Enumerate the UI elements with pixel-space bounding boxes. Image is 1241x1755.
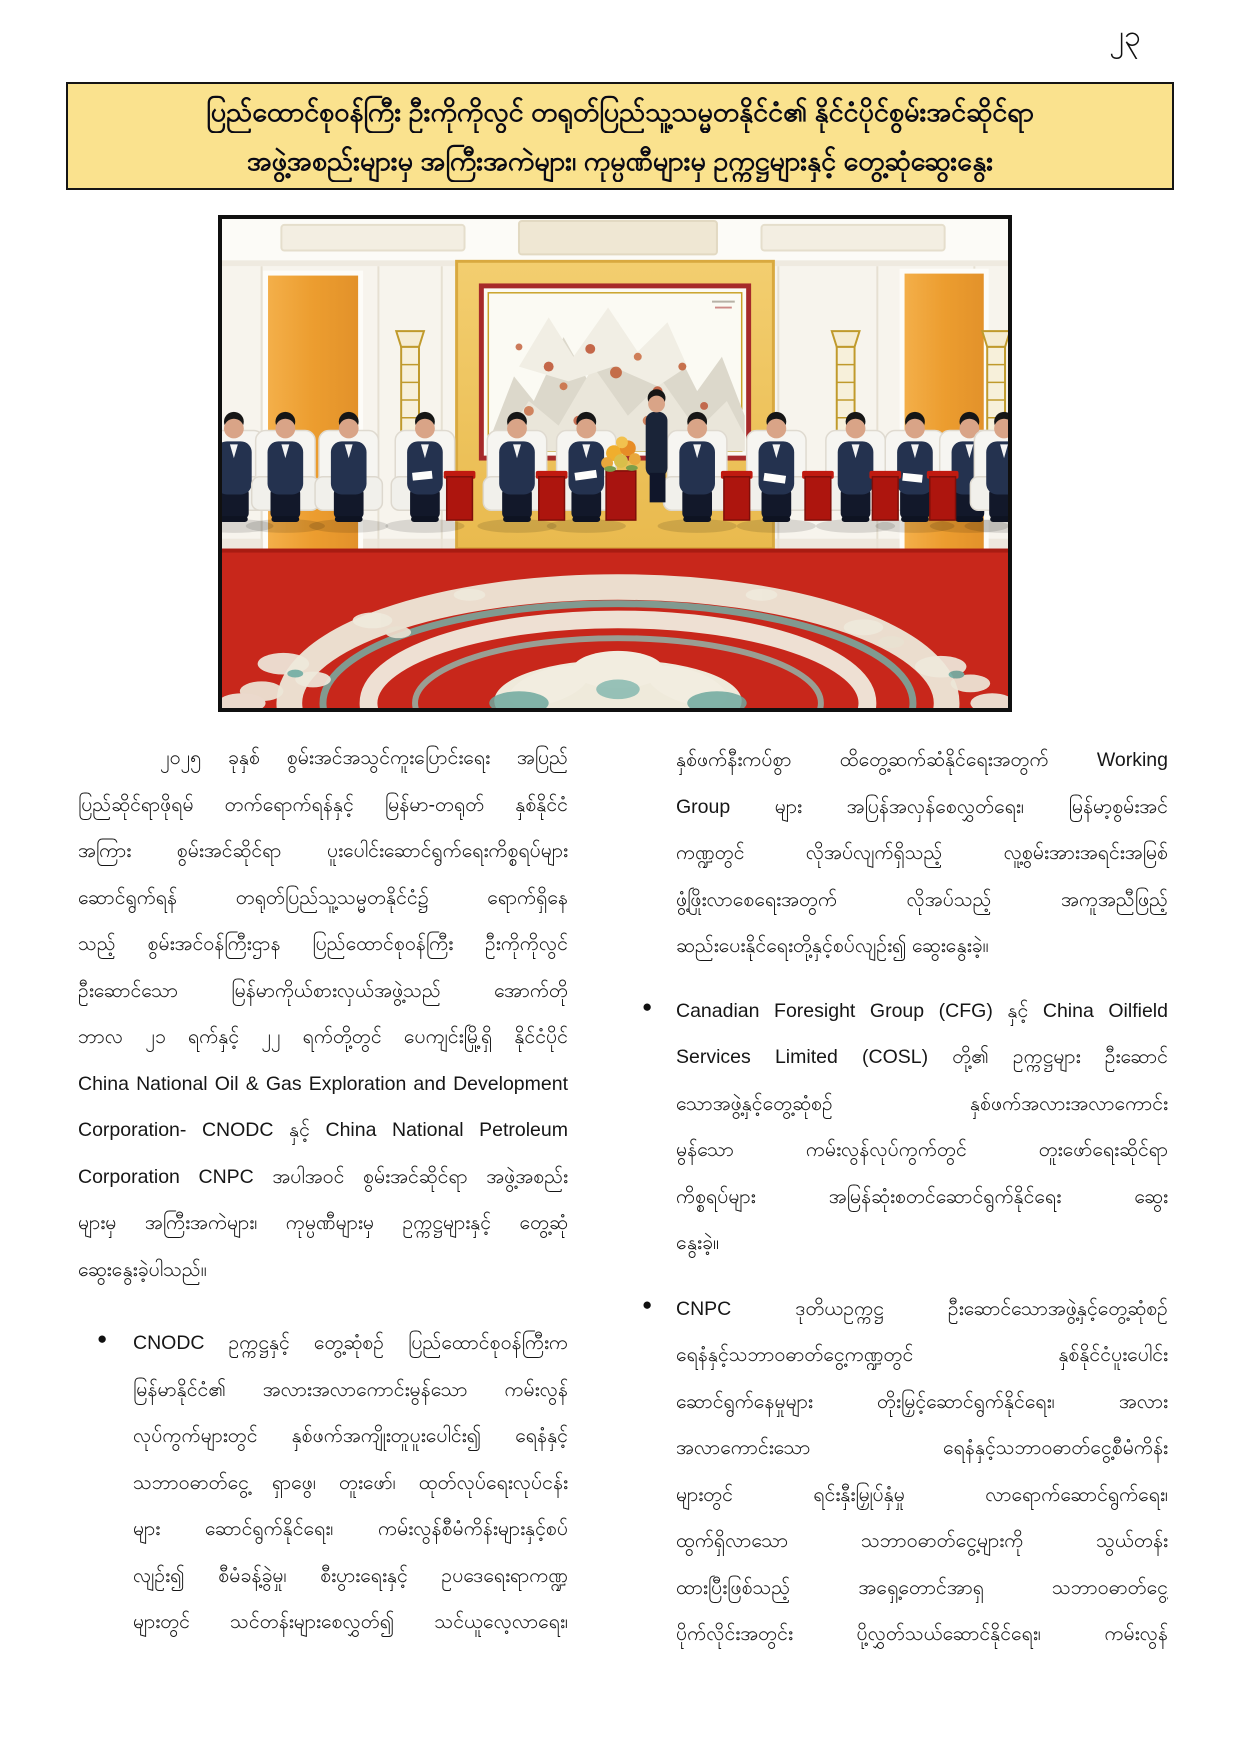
bullet-cfg-cosl-text bbox=[676, 988, 1168, 1267]
text-line: Group များ အပြန်အလှန်စေလွှတ်ရေး၊ မြန်မာ့စွမ်းအင် bbox=[676, 795, 1168, 818]
text-line: မွန်သော ကမ်းလွန်လုပ်ကွက်တွင် တူးဖော်ရေးဆိုင်ရာ bbox=[676, 1139, 1168, 1161]
text-line: Canadian Foresight Group (CFG) နှင့် China Oilfield bbox=[676, 999, 1168, 1022]
text-line: လျဉ်း၍ စီမံခန့်ခွဲမှု၊ စီးပွားရေးနှင့် ဥပဒေရေးရာကဏ္ဍ bbox=[133, 1564, 568, 1587]
text-line: မြန်မာနိုင်ငံ၏ အလားအလာကောင်းမွန်သော ကမ်းလွန် bbox=[133, 1378, 568, 1401]
text-line: ပိုက်လိုင်းအတွင်း ပို့လွှတ်သယ်ဆောင်နိုင်ရေး၊ ကမ်းလွန် bbox=[676, 1623, 1168, 1645]
text-line: ရေနံနှင့်သဘာဝဓာတ်ငွေ့ကဏ္ဍတွင် နှစ်နိုင်ငံပူးပေါင်း bbox=[676, 1344, 1168, 1366]
headline-line-1: ပြည်ထောင်စုဝန်ကြီး ဦးကိုကိုလွင် တရုတ်ပြည်သူ့သမ္မတနိုင်ငံ၏ နိုင်ငံပိုင်စွမ်းအင်ဆိုင်ရာ bbox=[206, 97, 1034, 127]
text-line: ထွက်ရှိလာသော သဘာဝဓာတ်ငွေ့များကို သွယ်တန်း bbox=[676, 1530, 1168, 1552]
text-line: နွေးခဲ့။ bbox=[676, 1232, 719, 1254]
text-line: များ ဆောင်ရွက်နိုင်ရေး၊ ကမ်းလွန်စီမံကိန်းများနှင့်စပ် bbox=[133, 1518, 568, 1540]
meeting-photo bbox=[218, 215, 1012, 712]
text-line: CNPC ဒုတိယဥက္ကဋ္ဌ ဦးဆောင်သောအဖွဲ့နှင့်တွေ့ဆုံစဉ် bbox=[676, 1297, 1168, 1320]
text-line: China National Oil & Gas Exploration and Development bbox=[78, 1072, 568, 1095]
text-line: များတွင် ရင်းနှီးမြှုပ်နှံမှု လာရောက်ဆောင်ရွက်ရေး၊ bbox=[676, 1483, 1168, 1506]
text-line: ၂၀၂၅ ခုနှစ် စွမ်းအင်အသွင်ကူးပြောင်းရေး အပြည် bbox=[160, 747, 568, 769]
text-line: ဦးဆောင်သော မြန်မာကိုယ်စားလှယ်အဖွဲ့သည် အောက်တို bbox=[78, 979, 568, 1002]
text-line: ကဏ္ဍတွင် လိုအပ်လျက်ရှိသည့် လူ့စွမ်းအားအရင်းအမြစ် bbox=[676, 842, 1168, 864]
headline-banner bbox=[66, 82, 1174, 190]
text-line: CNODC ဥက္ကဋ္ဌနှင့် တွေ့ဆုံစဉ် ပြည်ထောင်စုဝန်ကြီးက bbox=[133, 1332, 568, 1354]
text-line: နှစ်ဖက်နီးကပ်စွာ ထိတွေ့ဆက်ဆံနိုင်ရေးအတွက် Working bbox=[676, 749, 1168, 771]
bullet-item-cfg-cosl bbox=[640, 988, 1168, 1267]
text-line: သည့် စွမ်းအင်ဝန်ကြီးဌာန ပြည်ထောင်စုဝန်ကြီး ဦးကိုကိုလွင် bbox=[78, 933, 568, 955]
headline-line-2: အဖွဲ့အစည်းများမှ အကြီးအကဲများ၊ ကုမ္ပဏီများမှ ဥက္ကဋ္ဌများနှင့် တွေ့ဆုံဆွေးနွေး bbox=[246, 146, 994, 176]
text-line: Corporation CNPC အပါအဝင် စွမ်းအင်ဆိုင်ရာ အဖွဲ့အစည်း bbox=[78, 1165, 568, 1188]
meeting-room-scene bbox=[222, 219, 1008, 708]
bullet-item-cnpc bbox=[640, 1286, 1168, 1658]
red-carpet bbox=[222, 549, 1008, 708]
bullet-item-cnodc bbox=[78, 1320, 568, 1646]
bullet-dot: ● bbox=[642, 996, 653, 1016]
text-line: ထားပြီးဖြစ်သည့် အရှေ့တောင်အာရှ သဘာဝဓာတ်ငွေ့ bbox=[676, 1576, 1168, 1599]
page-number: ၂၃ bbox=[1109, 20, 1141, 53]
text-line: ဖွံ့ဖြိုးလာစေရေးအတွက် လိုအပ်သည့် အကူအညီဖြည့် bbox=[676, 888, 1168, 911]
bullet-dot: ● bbox=[97, 1329, 108, 1348]
text-line: ဆောင်ရွက်နေမှုများ တိုးမြှင့်ဆောင်ရွက်နိုင်ရေး၊ အလား bbox=[676, 1390, 1168, 1413]
text-line: Services Limited (COSL) တို့၏ ဥက္ကဋ္ဌများ ဦးဆောင် bbox=[676, 1046, 1168, 1068]
intro-paragraph bbox=[78, 735, 568, 1293]
text-line: သဘာဝဓာတ်ငွေ့ ရှာဖွေ၊ တူးဖော်၊ ထုတ်လုပ်ရေးလုပ်ငန်း bbox=[133, 1471, 568, 1494]
text-line: ဘာလ ၂၁ ရက်နှင့် ၂၂ ရက်တို့တွင် ပေကျင်းမြို့ရှိ နိုင်ငံပိုင် bbox=[78, 1026, 568, 1048]
bullet-cnpc-text bbox=[676, 1286, 1168, 1658]
bullet-dot: ● bbox=[642, 1294, 653, 1314]
article-column-left bbox=[78, 735, 568, 1646]
text-line: သောအဖွဲ့နှင့်တွေ့ဆုံစဉ် နှစ်ဖက်အလားအလာကောင်း bbox=[676, 1092, 1168, 1115]
article-column-right bbox=[640, 737, 1168, 1658]
text-line: ပြည်ဆိုင်ရာဖိုရမ် တက်ရောက်ရန်နှင့် မြန်မာ-တရုတ် နှစ်နိုင်ငံ bbox=[78, 793, 568, 816]
text-line: အကြား စွမ်းအင်ဆိုင်ရာ ပူးပေါင်းဆောင်ရွက်ရေးကိစ္စရပ်များ bbox=[78, 840, 568, 862]
text-line: များတွင် သင်တန်းများစေလွှတ်၍ သင်ယူလေ့လာရေး၊ bbox=[133, 1611, 568, 1633]
text-line: အလာကောင်းသော ရေနံနှင့်သဘာဝဓာတ်ငွေ့စီမံကိန်း bbox=[676, 1437, 1168, 1459]
text-line: ဆောင်ရွက်ရန် တရုတ်ပြည်သူ့သမ္မတနိုင်ငံ၌ ရောက်ရှိနေ bbox=[78, 886, 568, 909]
text-line: လုပ်ကွက်များတွင် နှစ်ဖက်အကျိုးတူပူးပေါင်း၍ ရေနံနှင့် bbox=[133, 1425, 568, 1447]
bullet-cnodc-continuation bbox=[640, 737, 1168, 970]
text-line: များမှ အကြီးအကဲများ၊ ကုမ္ပဏီများမှ ဥက္ကဋ္ဌများနှင့် တွေ့ဆုံ bbox=[78, 1212, 568, 1234]
text-line: Corporation- CNODC နှင့် China National Petroleum bbox=[78, 1119, 568, 1141]
text-line: ဆည်းပေးနိုင်ရေးတို့နှင့်စပ်လျဉ်း၍ ဆွေးနွေးခဲ့။ bbox=[676, 935, 989, 957]
bullet-cnodc-text bbox=[133, 1320, 568, 1646]
text-line: ကိစ္စရပ်များ အမြန်ဆုံးစတင်ဆောင်ရွက်နိုင်ရေး ဆွေး bbox=[676, 1185, 1168, 1208]
text-line: ဆွေးနွေးခဲ့ပါသည်။ bbox=[78, 1258, 207, 1281]
